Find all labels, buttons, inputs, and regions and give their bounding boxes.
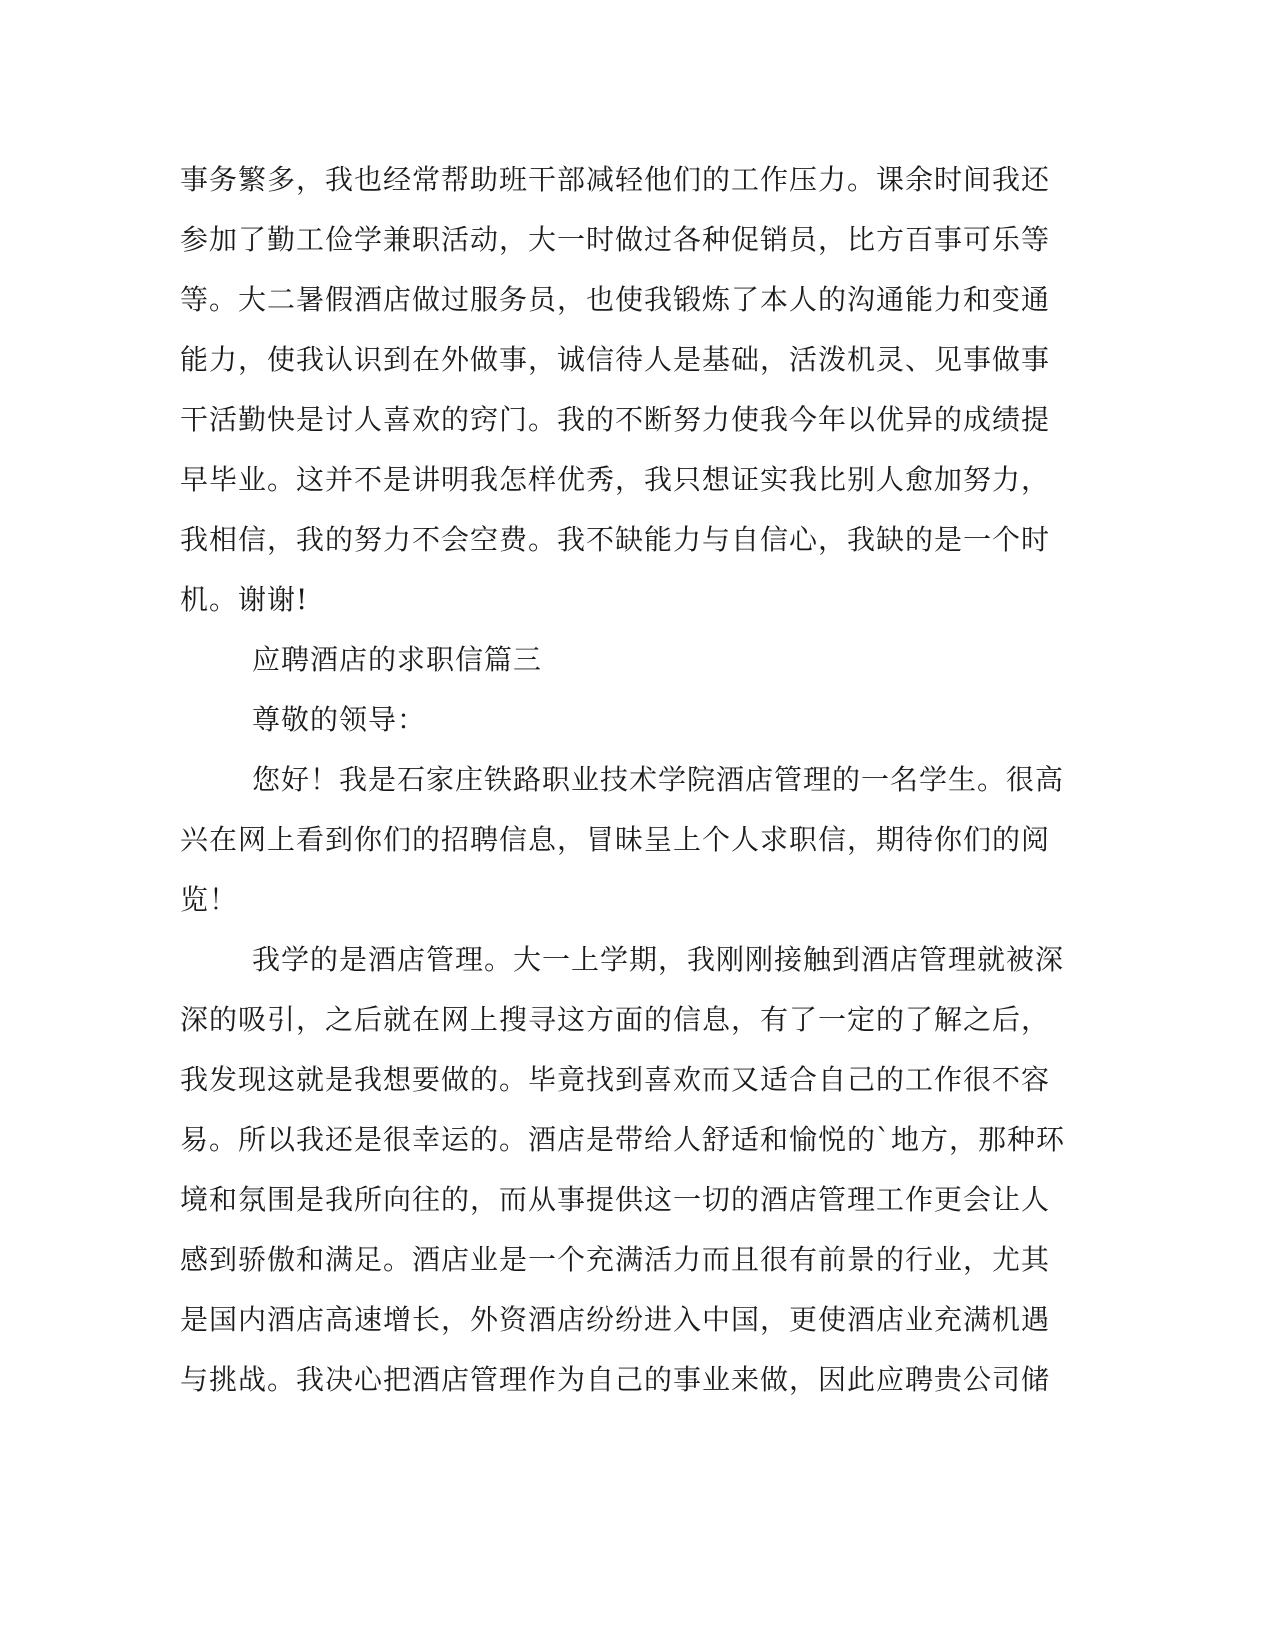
salutation: 尊敬的领导： xyxy=(252,703,427,736)
section-heading: 应聘酒店的求职信篇三 xyxy=(252,643,543,676)
paragraph-line: 我学的是酒店管理。大一上学期，我刚刚接触到酒店管理就被深 xyxy=(252,943,1065,976)
paragraph-line: 机。谢谢! xyxy=(180,583,309,616)
paragraph-line: 深的吸引，之后就在网上搜寻这方面的信息，有了一定的了解之后， xyxy=(180,1003,1051,1036)
paragraph-line: 兴在网上看到你们的招聘信息，冒昧呈上个人求职信，期待你们的阅 xyxy=(180,823,1051,856)
paragraph-line: 能力，使我认识到在外做事，诚信待人是基础，活泼机灵、见事做事 xyxy=(180,343,1051,376)
document-page xyxy=(180,150,1066,1410)
paragraph-line: 早毕业。这并不是讲明我怎样优秀，我只想证实我比别人愈加努力， xyxy=(180,463,1051,496)
paragraph-line: 事务繁多，我也经常帮助班干部减轻他们的工作压力。课余时间我还 xyxy=(180,163,1051,196)
paragraph-line: 我相信，我的努力不会空费。我不缺能力与自信心，我缺的是一个时 xyxy=(180,523,1051,556)
paragraph-line: 我发现这就是我想要做的。毕竟找到喜欢而又适合自己的工作很不容 xyxy=(180,1063,1051,1096)
paragraph-line: 参加了勤工俭学兼职活动，大一时做过各种促销员，比方百事可乐等 xyxy=(180,223,1051,256)
paragraph-line: 与挑战。我决心把酒店管理作为自己的事业来做，因此应聘贵公司储 xyxy=(180,1363,1051,1396)
paragraph-line: 易。所以我还是很幸运的。酒店是带给人舒适和愉悦的`地方，那种环 xyxy=(180,1123,1066,1156)
paragraph-line: 是国内酒店高速增长，外资酒店纷纷进入中国，更使酒店业充满机遇 xyxy=(180,1303,1051,1336)
paragraph-line: 干活勤快是讨人喜欢的窍门。我的不断努力使我今年以优异的成绩提 xyxy=(180,403,1051,436)
paragraph-line: 等。大二暑假酒店做过服务员，也使我锻炼了本人的沟通能力和变通 xyxy=(180,283,1051,316)
paragraph-line: 您好！我是石家庄铁路职业技术学院酒店管理的一名学生。很高 xyxy=(252,763,1065,796)
paragraph-line: 览！ xyxy=(180,883,239,916)
paragraph-line: 境和氛围是我所向往的，而从事提供这一切的酒店管理工作更会让人 xyxy=(180,1183,1051,1216)
paragraph-line: 感到骄傲和满足。酒店业是一个充满活力而且很有前景的行业，尤其 xyxy=(180,1243,1051,1276)
